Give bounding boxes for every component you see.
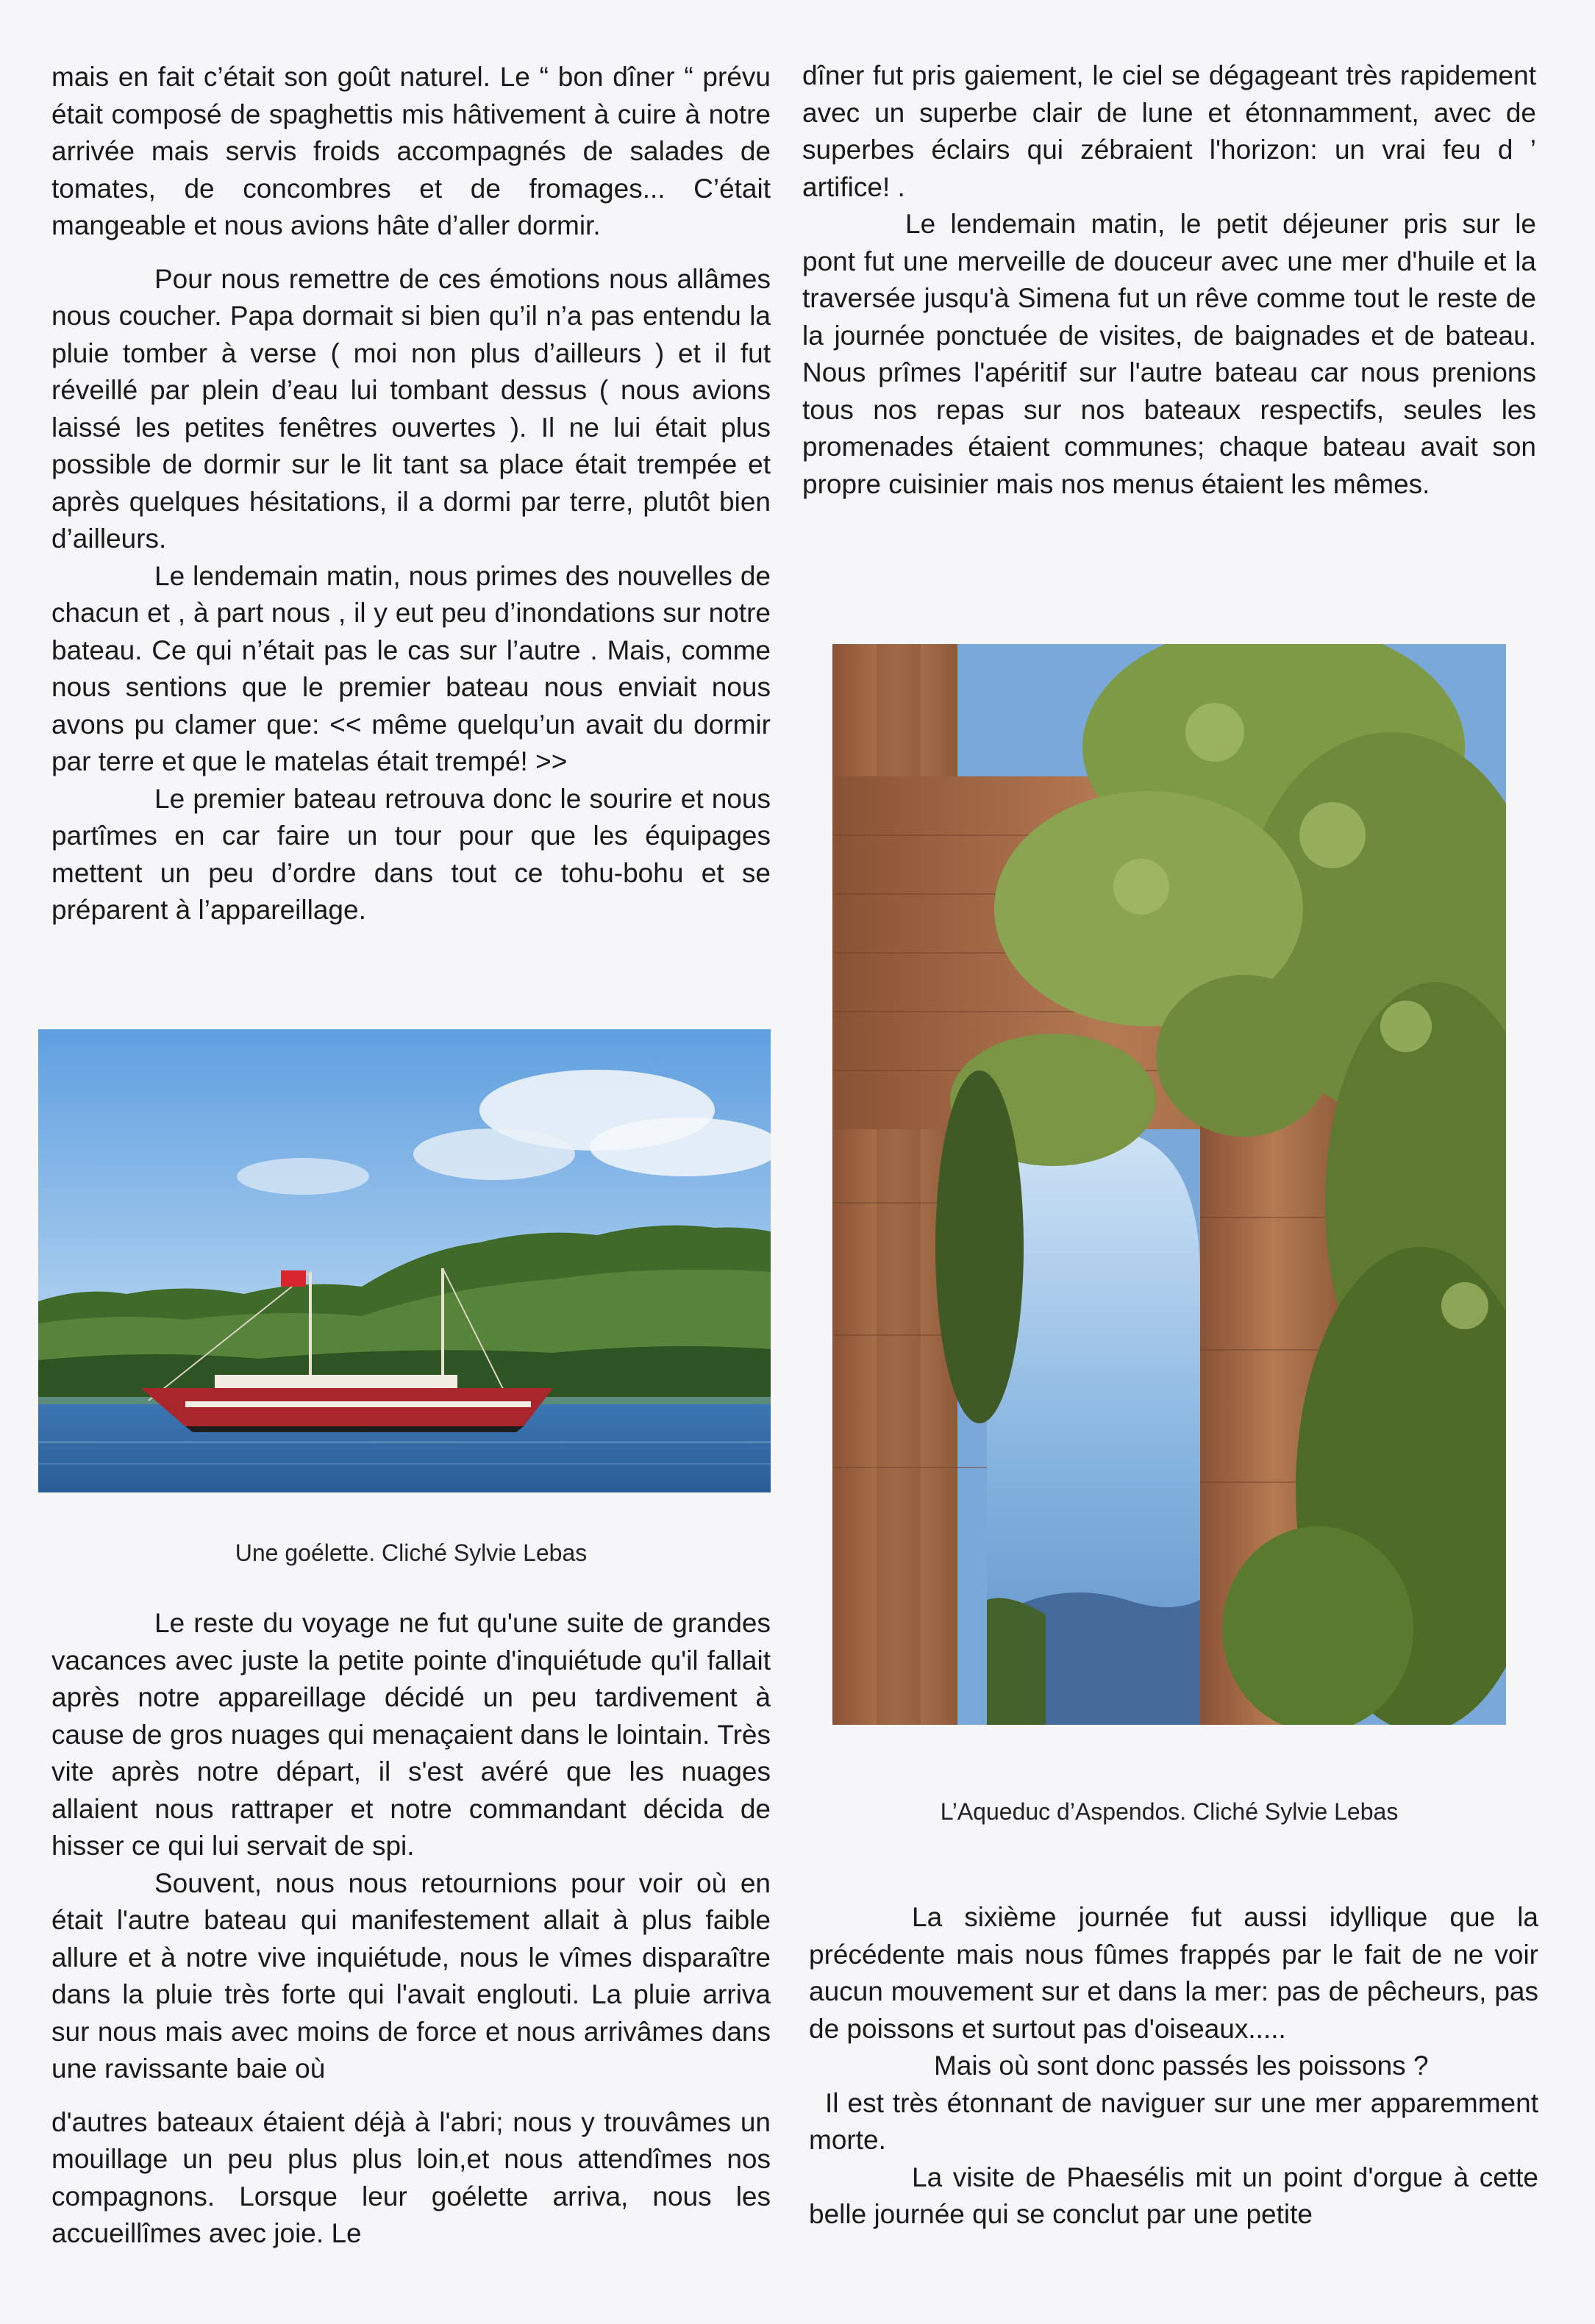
right-column-top (802, 57, 1536, 503)
paragraph: La visite de Phaesélis mit un point d'orgue à cette belle journée qui se conclut par une petite (809, 2162, 1538, 2229)
paragraph: d'autres bateaux étaient déjà à l'abri; nous y trouvâmes un mouillage un peu plus plus loin,et nous attendîmes nos compagnons. Lorsque leur goélette arriva, nous les accueillîmes avec joie. Le (51, 2106, 771, 2248)
paragraph: Mais où sont donc passés les poissons ? (934, 2051, 1429, 2081)
paragraph: mais en fait c’était son goût naturel. Le “ bon dîner “ prévu était composé de spaghettis mis hâtivement à cuire à notre arrivée mais servis froids accompagnés de salades de tomates, de concombres et de fromages... C’était mangeable et nous avions hâte d’aller dormir. (51, 62, 771, 240)
paragraph: Il est très étonnant de naviguer sur une mer apparemment morte. (809, 2087, 1538, 2155)
paragraph: Souvent, nous nous retournions pour voir où en était l'autre bateau qui manifestement allait à plus faible allure et à notre vive inquiétude, nous le vîmes disparaître dans la pluie très forte qui l'avait englouti. La pluie arriva sur nous mais avec moins de force et nous arrivâmes dans une ravissante baie où (51, 1867, 771, 2084)
paragraph: Le reste du voyage ne fut qu'une suite de grandes vacances avec juste la petite pointe d'inquiétude qu'il fallait après notre appareillage décidé un peu tardivement à cause de gros nuages qui menaçaient dans le lointain. Très vite après notre départ, il s'est avéré que les nuages allaient nous rattraper et notre commandant décida de hisser ce qui lui servait de spi. (51, 1608, 771, 1861)
paragraph: La sixième journée fut aussi idyllique que la précédente mais nous fûmes frappés par le fait de ne voir aucun mouvement sur et dans la mer: pas de pêcheurs, pas de poissons et surtout pas d'oiseaux..... (809, 1902, 1538, 2044)
boat-photo-caption: Une goélette. Cliché Sylvie Lebas (235, 1540, 588, 1566)
left-column-bottom (51, 1605, 771, 2253)
right-column-bottom (809, 1899, 1538, 2234)
boat-photo (38, 1029, 771, 1492)
paragraph: Pour nous remettre de ces émotions nous allâmes nous coucher. Papa dormait si bien qu’il n’a pas entendu la pluie tomber à verse ( moi non plus d’ailleurs ) et il fut réveillé par plein d’eau lui tombant dessus ( nous avions laissé les petites fenêtres ouvertes ). Il ne lui était plus possible de dormir sur le lit tant sa place était trempée et après quelques hésitations, il a dormi par terre, plutôt bien d’ailleurs. (51, 263, 771, 554)
paragraph: Le lendemain matin, le petit déjeuner pris sur le pont fut une merveille de douceur avec une mer d'huile et la traversée jusqu'à Simena fut un rêve comme tout le reste de la journée ponctuée de visites, de baignades et de bateau. Nous prîmes l'apéritif sur l'autre bateau car nous prenions tous nos repas sur nos bateaux respectifs, seules les promenades étaient communes; chaque bateau avait son propre cuisinier mais nos menus étaient les mêmes. (802, 209, 1536, 499)
paragraph: dîner fut pris gaiement, le ciel se dégageant très rapidement avec un superbe clair de lune et étonnamment, avec de superbes éclairs qui zébraient l'horizon: un vrai feu d ’ artifice! . (802, 60, 1536, 202)
aqueduct-photo-caption: L’Aqueduc d’Aspendos. Cliché Sylvie Lebas (940, 1798, 1399, 1825)
aqueduct-photo (832, 644, 1506, 1725)
left-column-top (51, 59, 771, 929)
paragraph: Le premier bateau retrouva donc le sourire et nous partîmes en car faire un tour pour que les équipages mettent un peu d’ordre dans tout ce tohu-bohu et se préparent à l’appareillage. (51, 783, 771, 925)
paragraph: Le lendemain matin, nous primes des nouvelles de chacun et , à part nous , il y eut peu d’inondations sur notre bateau. Ce qui n’était pas le cas sur l’autre . Mais, comme nous sentions que le premier bateau nous enviait nous avons pu clamer que: << même quelqu’un avait du dormir par terre et que le matelas était trempé! >> (51, 560, 771, 776)
